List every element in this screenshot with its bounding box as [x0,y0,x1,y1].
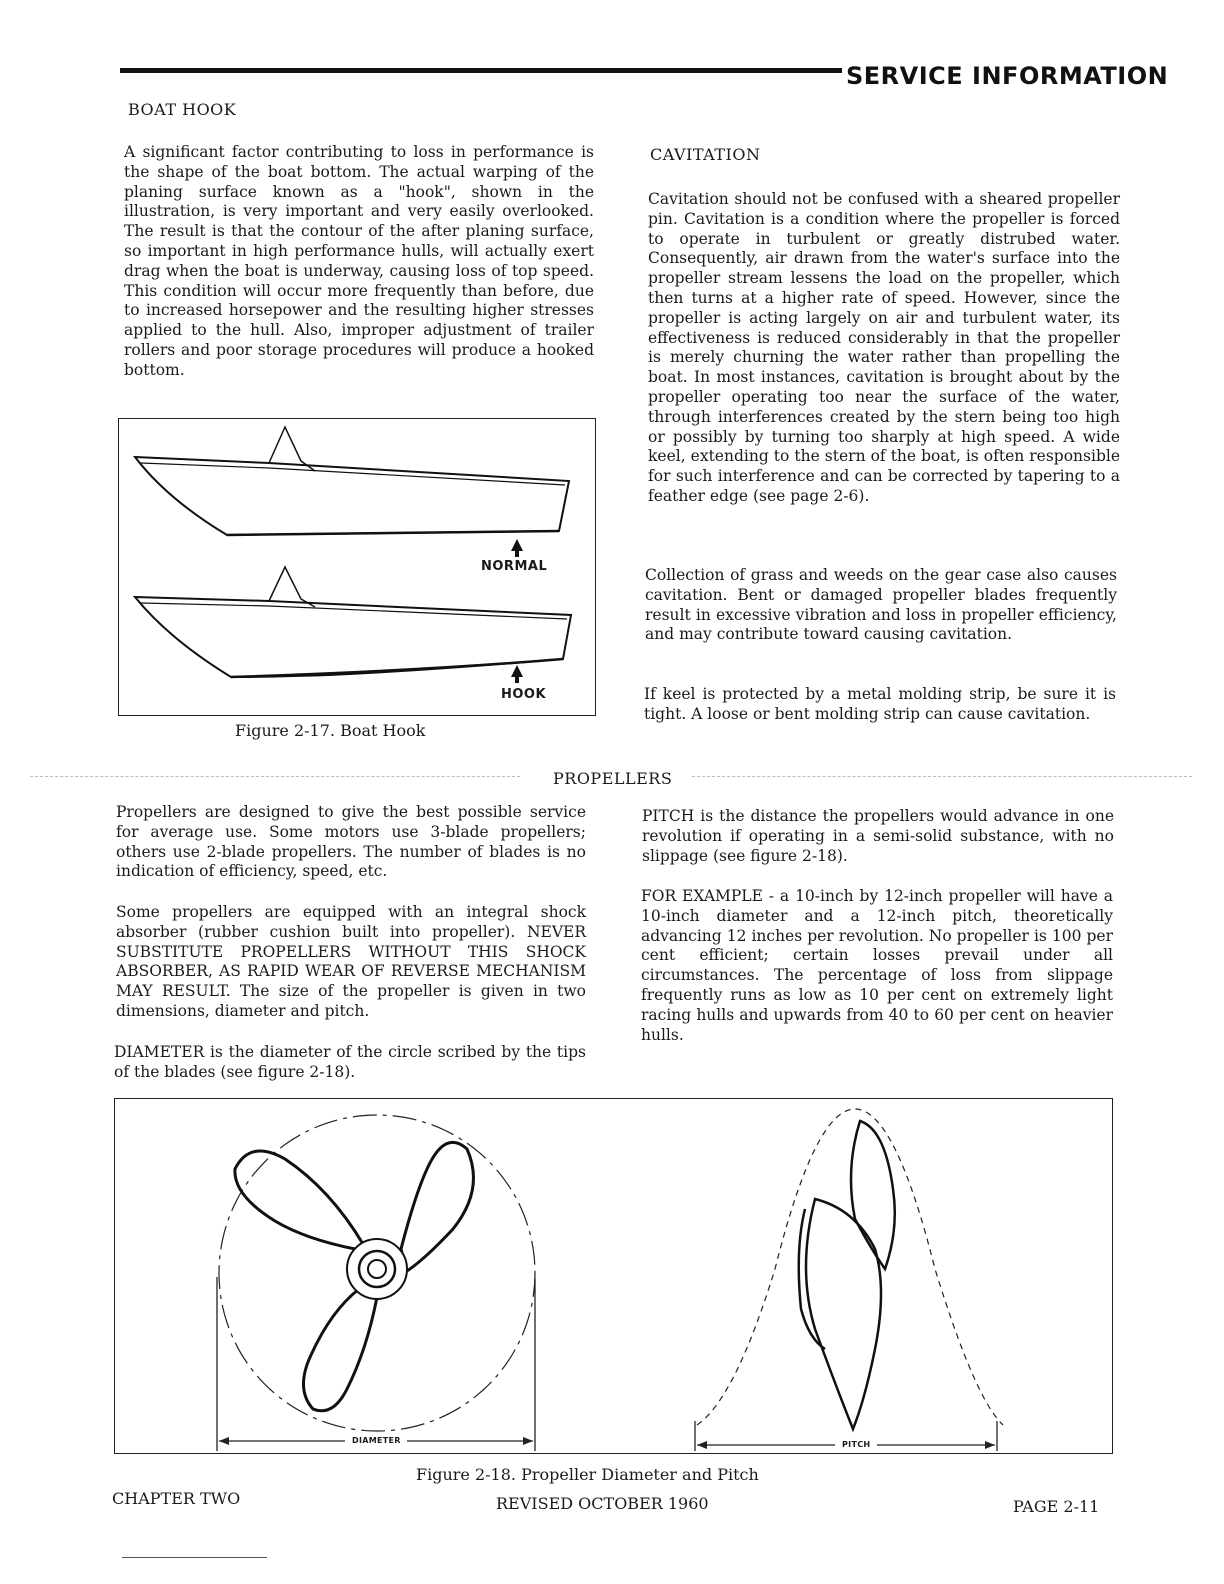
pitch-label: PITCH [842,1440,871,1449]
boat-hook-paragraph: A significant factor contributing to loss in performance is the shape of the boat bottom. The actual warping of the planing surface known as a "hook", shown in the illustration, is very important and very easily overlooked. The result is that the contour of the after planing surface, so important in high performance hulls, will actually exert drag when the boat is underway, causing loss of top speed. This condition will occur more frequently than before, due to increased horsepower and the resulting higher stresses applied to the hull. Also, improper adjustment of trailer rollers and poor storage procedures will produce a hooked bottom. [124,143,594,379]
propellers-divider-right [692,776,1192,777]
footer-revised: REVISED OCTOBER 1960 [496,1494,709,1513]
figure-2-17-caption: Figure 2-17. Boat Hook [235,721,426,740]
pitch-paragraph: PITCH is the distance the propellers would advance in one revolution if operating in a semi-solid substance, with no slippage (see figure 2-18). [642,807,1114,865]
propellers-paragraph-2: Some propellers are equipped with an integral shock absorber (rubber cushion built into propeller). NEVER SUBSTITUTE PROPELLERS WITHOUT THIS SHOCK ABSORBER, AS RAPID WEAR OF REVERSE MECHANISM MAY RESULT. The size of the propeller is given in two dimensions, diameter and pitch. [116,903,586,1020]
propellers-divider-left [30,776,520,777]
propeller-illustration [115,1099,1114,1455]
boat-hook-heading: BOAT HOOK [128,100,237,119]
hook-label: HOOK [501,687,547,702]
propellers-paragraph-1: Propellers are designed to give the best possible service for average use. Some motors use 3-blade propellers; others use 2-blade propellers. The number of blades is no indication of efficiency, speed, etc. [116,803,586,881]
cavitation-paragraph-1: Cavitation should not be confused with a sheared propeller pin. Cavitation is a condition where the propeller is forced to operate in turbulent or greatly distrubed water. Consequently, air drawn from the water's surface into the propeller stream lessens the load on the propeller, which then turns at a higher rate of speed. However, since the propeller is acting largely on air and turbulent water, its effectiveness is reduced considerably in that the propeller is merely churning the water rather than propelling the boat. In most instances, cavitation is brought about by the propeller operating too near the surface of the water, through interferences created by the stern being too high or possibly by turning too sharply at high speed. A wide keel, extending to the stern of the boat, is often responsible for such interference and can be corrected by tapering to a feather edge (see page 2-6). [648,190,1120,505]
propellers-heading: PROPELLERS [553,769,673,788]
normal-label: NORMAL [481,559,548,574]
header-rule [120,68,842,73]
cavitation-paragraph-2: Collection of grass and weeds on the gear case also causes cavitation. Bent or damaged propeller blades frequently result in excessive vibration and loss in propeller efficiency, and may contribute toward causing cavitation. [645,566,1117,644]
example-paragraph: FOR EXAMPLE - a 10-inch by 12-inch propeller will have a 10-inch diameter and a 12-inch pitch, theoretically advancing 12 inches per revolution. No propeller is 100 per cent efficient; certain losses prevail under all circumstances. The percentage of loss from slippage frequently runs as low as 10 per cent on extremely light racing hulls and upwards from 40 to 60 per cent on heavier hulls. [641,887,1113,1044]
boat-hook-figure [118,418,596,716]
cavitation-heading: CAVITATION [650,145,761,164]
propeller-figure [114,1098,1113,1454]
figure-2-18-caption: Figure 2-18. Propeller Diameter and Pitch [416,1465,759,1484]
cavitation-paragraph-3: If keel is protected by a metal molding strip, be sure it is tight. A loose or bent molding strip can cause cavitation. [644,685,1116,723]
page-header-title: SERVICE INFORMATION [846,62,1169,90]
footer-chapter: CHAPTER TWO [112,1489,241,1508]
propellers-paragraph-3: DIAMETER is the diameter of the circle scribed by the tips of the blades (see figure 2-18). [114,1043,586,1081]
footer-link-rule [122,1557,267,1558]
diameter-label: DIAMETER [352,1436,401,1445]
footer-page-number: PAGE 2-11 [1013,1497,1100,1516]
